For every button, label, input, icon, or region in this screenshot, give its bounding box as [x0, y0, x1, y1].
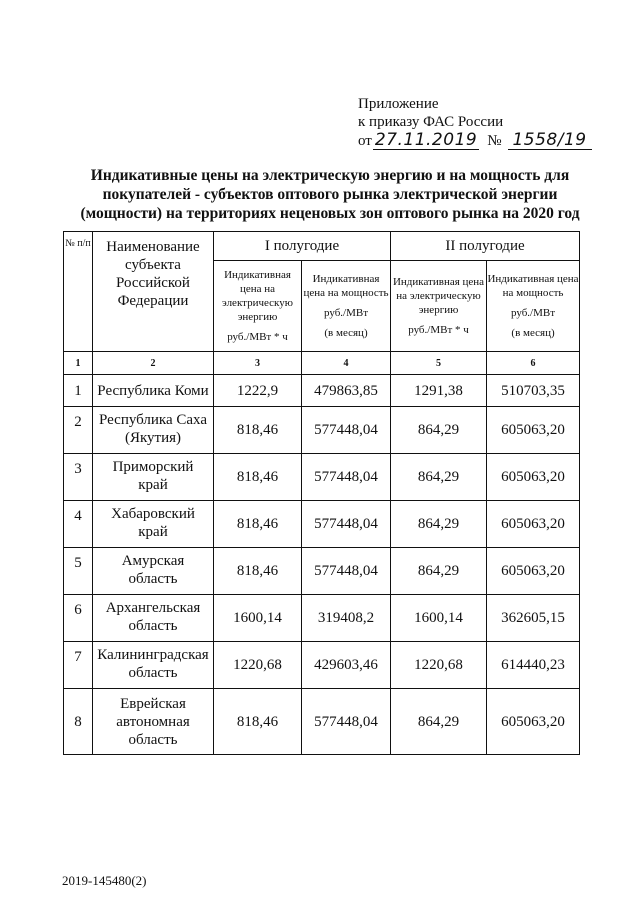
- row-power-price-h1: 577448,04: [302, 689, 391, 755]
- row-subject-name: [93, 454, 214, 501]
- row-energy-price-h2: 1220,68: [391, 642, 487, 689]
- name-line: край: [138, 477, 168, 493]
- row-subject-name: [93, 375, 214, 407]
- row-subject-name: [93, 595, 214, 642]
- name-line: область: [128, 665, 178, 681]
- column-index: 5: [391, 352, 487, 375]
- header-subject-name: Наименование субъекта Российской Федерации: [93, 232, 214, 352]
- column-index: 3: [214, 352, 302, 375]
- row-power-price-h1: 577448,04: [302, 407, 391, 454]
- subheader-power-2: [487, 261, 580, 352]
- subheader-power-2-unit: руб./МВт: [510, 307, 556, 319]
- row-number: 3: [64, 454, 93, 501]
- table-row: [64, 689, 580, 755]
- row-energy-price-h1: 818,46: [214, 689, 302, 755]
- title-line-3: (мощности) на территориях неценовых зон оптового рынка на 2020 год: [80, 205, 580, 222]
- row-subject-name: [93, 548, 214, 595]
- row-subject-name: [93, 407, 214, 454]
- title-line-2: покупателей - субъектов оптового рынка электрической энергии: [102, 186, 558, 203]
- price-table: [63, 231, 580, 755]
- table-row: [64, 454, 580, 501]
- row-energy-price-h1: 1222,9: [214, 375, 302, 407]
- subheader-power-2-period: (в месяц): [511, 327, 555, 339]
- row-energy-price-h1: 1220,68: [214, 642, 302, 689]
- table-row: [64, 407, 580, 454]
- row-power-price-h1: 479863,85: [302, 375, 391, 407]
- row-energy-price-h2: 864,29: [391, 501, 487, 548]
- row-subject-name: [93, 689, 214, 755]
- name-line: (Якутия): [124, 430, 182, 446]
- name-line: Еврейская: [120, 695, 186, 712]
- row-energy-price-h2: 864,29: [391, 548, 487, 595]
- row-power-price-h2: 605063,20: [487, 454, 580, 501]
- header-number: № п/п: [64, 232, 93, 352]
- row-power-price-h1: 319408,2: [302, 595, 391, 642]
- column-index: 6: [487, 352, 580, 375]
- row-power-price-h2: 605063,20: [487, 548, 580, 595]
- order-date-number-line: [358, 131, 592, 150]
- document-id: 2019-145480(2): [62, 873, 147, 888]
- subheader-power-2-text: Индикативная цена на мощность: [487, 273, 579, 299]
- row-number: 8: [64, 689, 93, 755]
- number-sign: №: [487, 133, 502, 149]
- row-number: 2: [64, 407, 93, 454]
- row-power-price-h1: 577448,04: [302, 501, 391, 548]
- header-first-half: I полугодие: [214, 232, 391, 261]
- row-number: 7: [64, 642, 93, 689]
- column-index-row: [64, 352, 580, 375]
- table-row: [64, 642, 580, 689]
- from-label: от: [358, 133, 372, 149]
- name-line: Республика Коми: [97, 382, 209, 399]
- row-energy-price-h2: 1600,14: [391, 595, 487, 642]
- table-header-row: [64, 232, 580, 261]
- name-line: область: [128, 618, 178, 634]
- subheader-energy-2-unit: руб./МВт * ч: [408, 324, 469, 336]
- column-index: 4: [302, 352, 391, 375]
- name-line: Архангельская: [105, 600, 201, 616]
- row-power-price-h2: 605063,20: [487, 407, 580, 454]
- header-second-half: II полугодие: [391, 232, 580, 261]
- table-row: [64, 548, 580, 595]
- row-power-price-h1: 577448,04: [302, 548, 391, 595]
- row-energy-price-h2: 864,29: [391, 407, 487, 454]
- handwritten-number: 1558/19: [508, 131, 592, 150]
- appendix-block: [358, 95, 592, 150]
- subheader-power-1-unit: руб./МВт: [323, 307, 369, 319]
- table-row: [64, 375, 580, 407]
- row-power-price-h2: 614440,23: [487, 642, 580, 689]
- subheader-energy-2-text: Индикативная цена на электрическую энергию: [392, 276, 485, 316]
- table-row: [64, 501, 580, 548]
- document-title: [60, 166, 600, 223]
- row-energy-price-h2: 1291,38: [391, 375, 487, 407]
- order-label: к приказу ФАС России: [358, 114, 504, 130]
- column-index: 2: [93, 352, 214, 375]
- subheader-energy-1-text: Индикативная цена на электрическую энергию: [222, 269, 293, 323]
- subheader-energy-1-unit: руб./МВт * ч: [227, 331, 288, 343]
- row-energy-price-h1: 818,46: [214, 407, 302, 454]
- row-power-price-h2: 605063,20: [487, 501, 580, 548]
- row-energy-price-h2: 864,29: [391, 454, 487, 501]
- subheader-energy-1: [214, 261, 302, 352]
- subheader-power-1-text: Индикативная цена на мощность: [303, 273, 389, 299]
- row-number: 6: [64, 595, 93, 642]
- row-number: 1: [64, 375, 93, 407]
- name-line: край: [138, 524, 168, 540]
- name-line: Амурская: [121, 553, 185, 569]
- row-energy-price-h1: 818,46: [214, 501, 302, 548]
- row-energy-price-h1: 818,46: [214, 454, 302, 501]
- name-line: Хабаровский: [111, 506, 195, 522]
- row-number: 5: [64, 548, 93, 595]
- handwritten-date: 27.11.2019: [374, 130, 478, 150]
- subheader-power-1-period: (в месяц): [324, 327, 368, 339]
- row-power-price-h2: 605063,20: [487, 689, 580, 755]
- appendix-label: Приложение: [358, 96, 439, 112]
- row-energy-price-h2: 864,29: [391, 689, 487, 755]
- table-row: [64, 595, 580, 642]
- row-subject-name: [93, 642, 214, 689]
- row-power-price-h1: 429603,46: [302, 642, 391, 689]
- name-line: Калининградская: [97, 647, 209, 663]
- row-power-price-h1: 577448,04: [302, 454, 391, 501]
- name-line: автономная: [116, 713, 190, 730]
- row-power-price-h2: 362605,15: [487, 595, 580, 642]
- name-line: Республика Саха: [98, 412, 208, 428]
- name-line: Приморский: [112, 459, 194, 475]
- row-number: 4: [64, 501, 93, 548]
- name-line: область: [128, 731, 178, 748]
- name-line: область: [128, 571, 178, 587]
- row-power-price-h2: 510703,35: [487, 375, 580, 407]
- subheader-power-1: [302, 261, 391, 352]
- row-energy-price-h1: 1600,14: [214, 595, 302, 642]
- column-index: 1: [64, 352, 93, 375]
- row-subject-name: [93, 501, 214, 548]
- subheader-energy-2: [391, 261, 487, 352]
- title-line-1: Индикативные цены на электрическую энергию и на мощность для: [90, 167, 570, 184]
- row-energy-price-h1: 818,46: [214, 548, 302, 595]
